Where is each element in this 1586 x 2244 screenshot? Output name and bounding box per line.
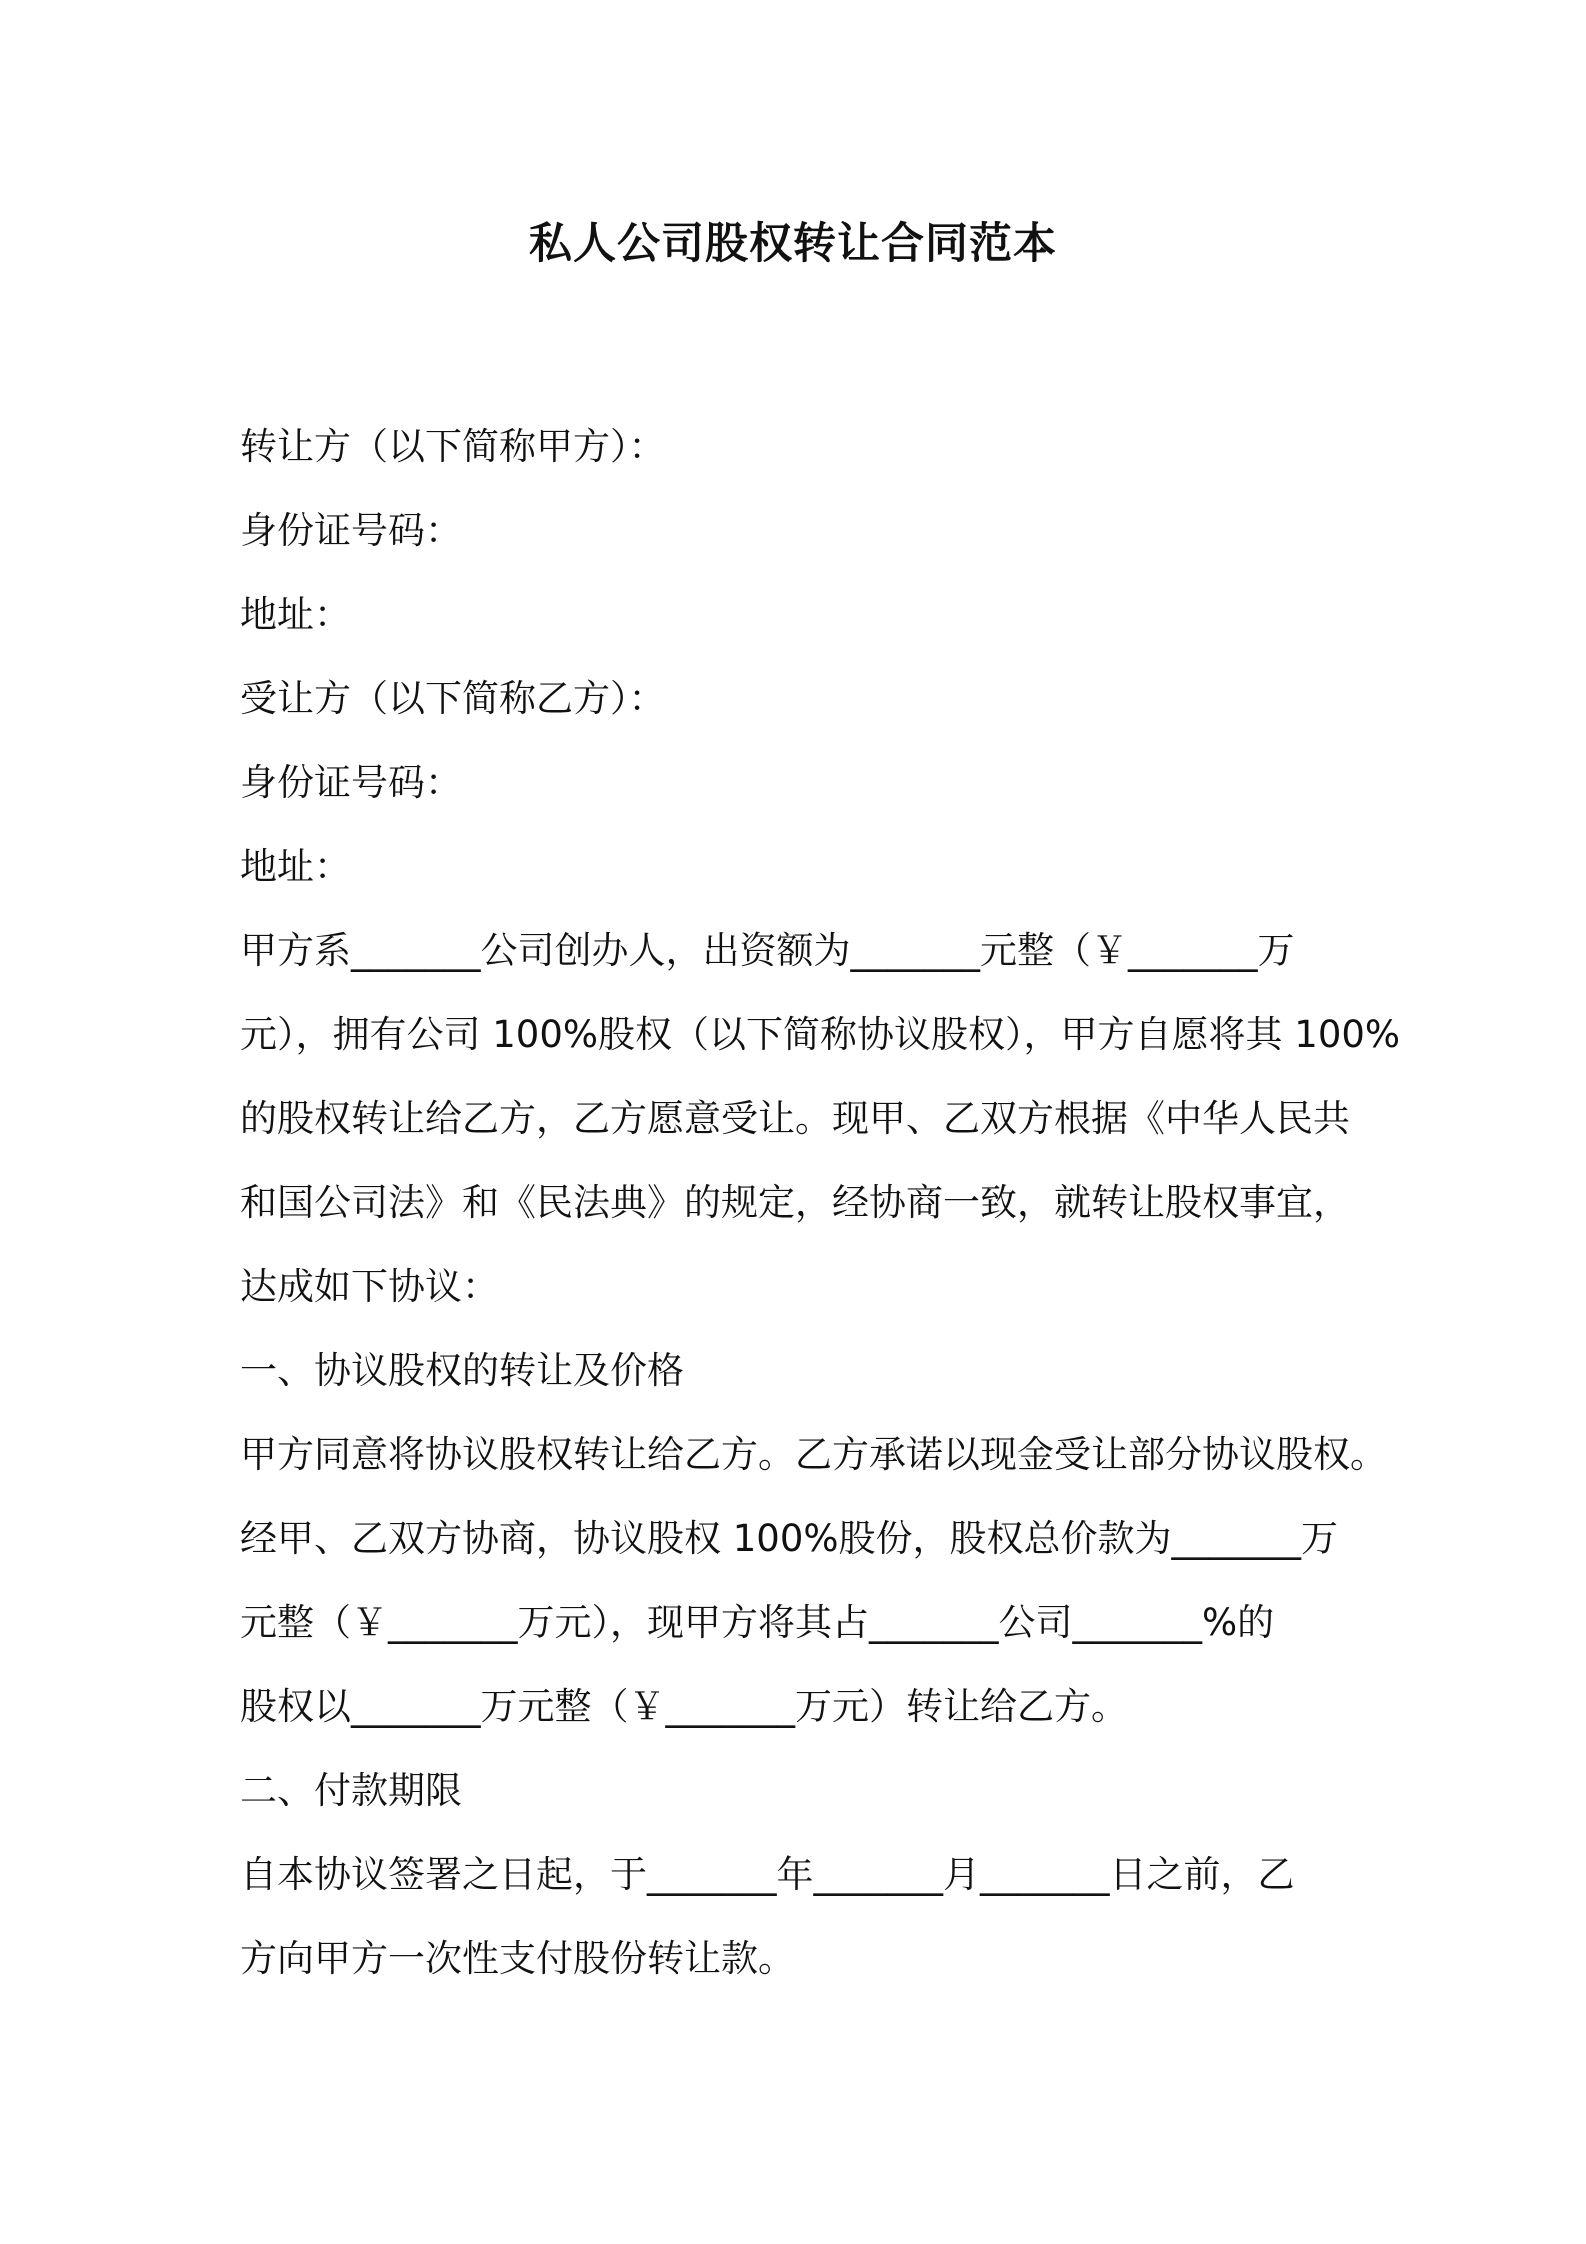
document-body — [240, 405, 1401, 2001]
preamble-line: 和国公司法》和《民法典》的规定，经协商一致，就转让股权事宜， — [240, 1181, 1350, 1224]
party-b-address-label: 地址： — [240, 845, 351, 888]
section-paragraph-line: 方向甲方一次性支付股份转让款。 — [240, 1937, 795, 1980]
preamble-line: 的股权转让给乙方，乙方愿意受让。现甲、乙双方根据《中华人民共 — [240, 1097, 1350, 1140]
document-title: 私人公司股权转让合同范本 — [529, 219, 1057, 269]
party-b-label: 受让方（以下简称乙方）： — [240, 677, 666, 720]
section-paragraph-line: 股权以_______万元整（￥_______万元）转让给乙方。 — [240, 1685, 1128, 1728]
party-b-id-label: 身份证号码： — [240, 761, 462, 804]
preamble-line: 元），拥有公司 100%股权（以下简称协议股权），甲方自愿将其 100% — [240, 1013, 1401, 1056]
section-paragraph-line: 自本协议签署之日起，于_______年_______月_______日之前，乙 — [240, 1853, 1295, 1896]
preamble-line: 达成如下协议： — [240, 1265, 499, 1308]
preamble-line: 甲方系_______公司创办人，出资额为_______元整（￥_______万 — [240, 929, 1295, 972]
section-heading-payment-term: 二、付款期限 — [240, 1769, 462, 1812]
party-a-label: 转让方（以下简称甲方）： — [240, 425, 666, 468]
section-paragraph-line: 元整（￥_______万元），现甲方将其占_______公司_______%的 — [240, 1601, 1275, 1644]
section-heading-transfer-price: 一、协议股权的转让及价格 — [240, 1349, 684, 1392]
section-paragraph-line: 甲方同意将协议股权转让给乙方。乙方承诺以现金受让部分协议股权。 — [240, 1433, 1387, 1476]
party-a-id-label: 身份证号码： — [240, 509, 462, 552]
section-paragraph-line: 经甲、乙双方协商，协议股权 100%股份，股权总价款为_______万 — [240, 1517, 1339, 1560]
party-a-address-label: 地址： — [240, 593, 351, 636]
